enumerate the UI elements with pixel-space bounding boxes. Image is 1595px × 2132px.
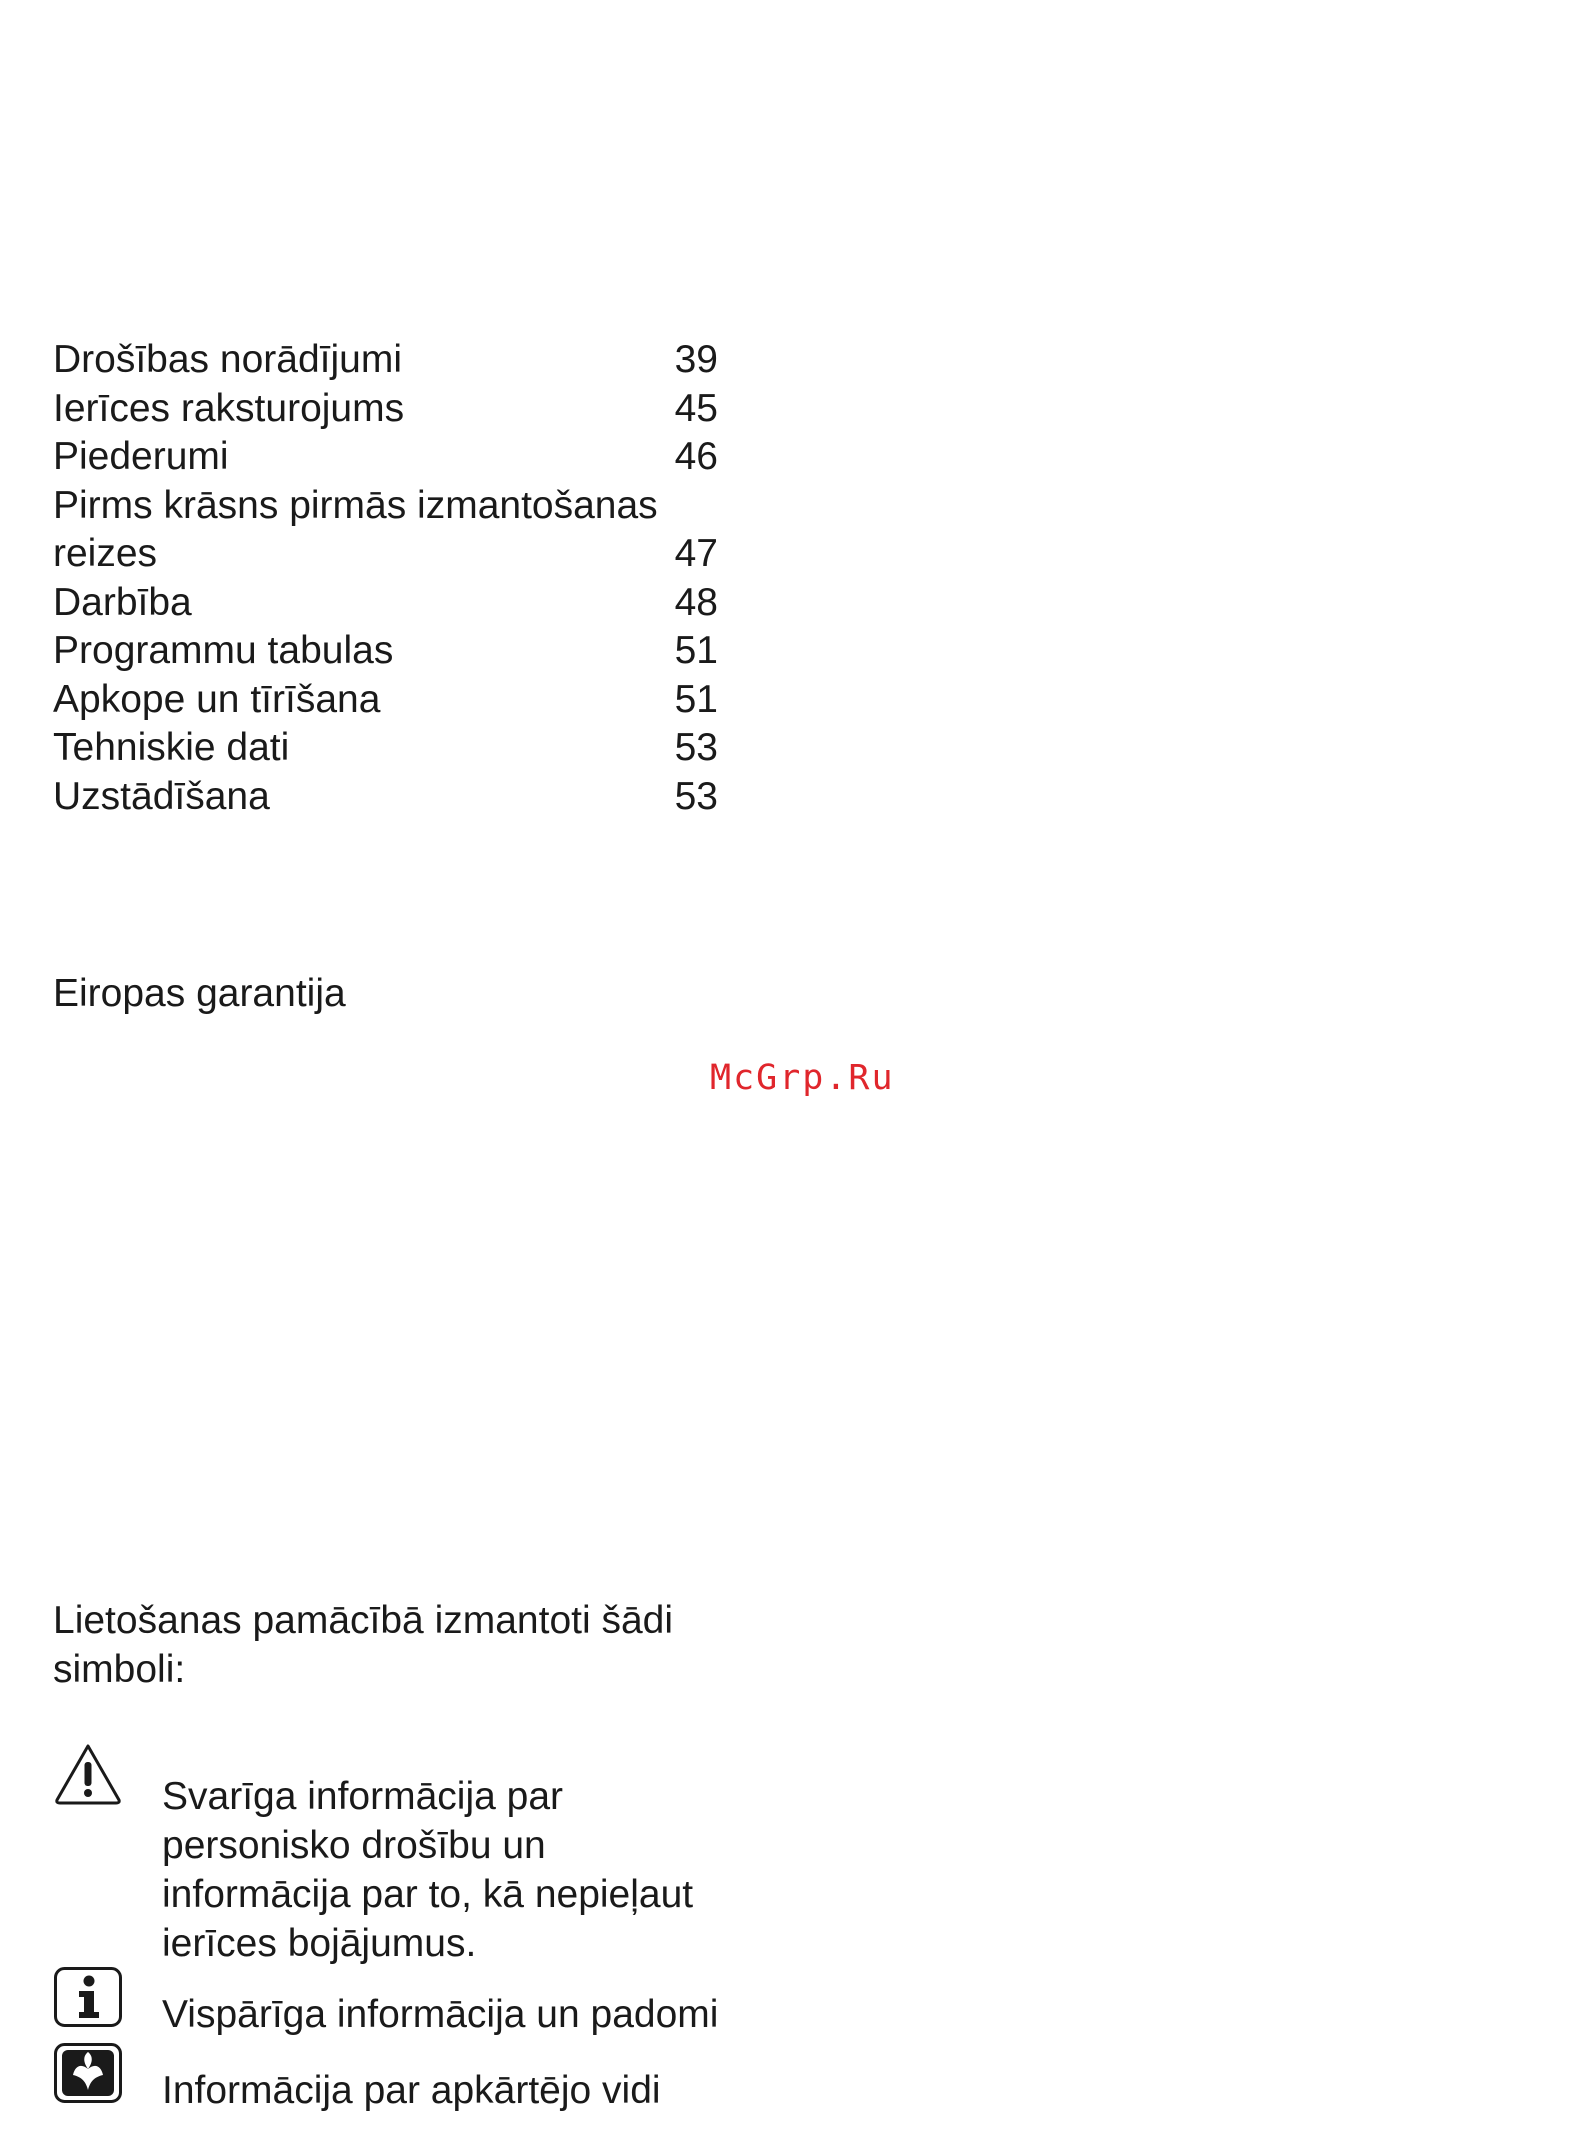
- toc-title: reizes: [53, 532, 158, 575]
- toc-row[interactable]: [53, 530, 718, 579]
- toc-title: Ierīces raksturojums: [53, 386, 405, 430]
- info-icon: [53, 1966, 123, 2033]
- toc-title: Uzstādīšana: [53, 774, 270, 818]
- environment-description: Informācija par apkārtējo vidi: [162, 2069, 661, 2112]
- toc-row[interactable]: [53, 482, 718, 531]
- toc-page-number: 48: [674, 580, 718, 624]
- toc-row[interactable]: [53, 627, 718, 676]
- toc-title: Programmu tabulas: [53, 629, 394, 672]
- toc-page-number: 53: [674, 774, 718, 818]
- toc-title: Tehniskie dati: [53, 726, 290, 769]
- toc-page-number: 53: [674, 726, 718, 769]
- environment-icon: [53, 2042, 123, 2109]
- symbols-intro-line: simboli:: [53, 1648, 186, 1691]
- toc-page-number: 45: [674, 386, 718, 430]
- european-warranty-link[interactable]: Eiropas garantija: [53, 972, 346, 1015]
- toc-row[interactable]: [53, 579, 718, 628]
- warning-description-line: ierīces bojājumus.: [162, 1922, 477, 1965]
- toc-page-number: 47: [674, 532, 718, 575]
- warning-description: [162, 1772, 742, 1968]
- toc-page-number: 51: [674, 629, 718, 672]
- toc-row[interactable]: [53, 676, 718, 725]
- warning-triangle-icon: [53, 1742, 123, 1811]
- toc-title: Drošības norādījumi: [53, 338, 402, 381]
- toc-page-number: 51: [674, 677, 718, 721]
- toc-row[interactable]: [53, 773, 718, 822]
- toc-row[interactable]: [53, 724, 718, 773]
- toc-title: Pirms krāsns pirmās izmantošanas: [53, 483, 658, 527]
- warning-description-line: informācija par to, kā nepieļaut: [162, 1873, 694, 1916]
- symbols-intro: [53, 1596, 713, 1694]
- toc-title: Apkope un tīrīšana: [53, 677, 381, 721]
- toc-page-number: 39: [674, 338, 718, 381]
- warning-description-line: Svarīga informācija par: [162, 1775, 564, 1818]
- symbols-intro-line: Lietošanas pamācībā izmantoti šādi: [53, 1599, 674, 1642]
- toc-row[interactable]: [53, 385, 718, 434]
- info-description: Vispārīga informācija un padomi: [162, 1993, 719, 2036]
- toc-title: Darbība: [53, 580, 192, 624]
- toc-title: Piederumi: [53, 435, 229, 478]
- toc-row[interactable]: [53, 433, 718, 482]
- toc-row[interactable]: [53, 336, 718, 385]
- warning-description-line: personisko drošību un: [162, 1824, 546, 1867]
- table-of-contents: [53, 336, 718, 821]
- toc-page-number: 46: [674, 435, 718, 478]
- watermark-text: McGrp.Ru: [710, 1058, 895, 1098]
